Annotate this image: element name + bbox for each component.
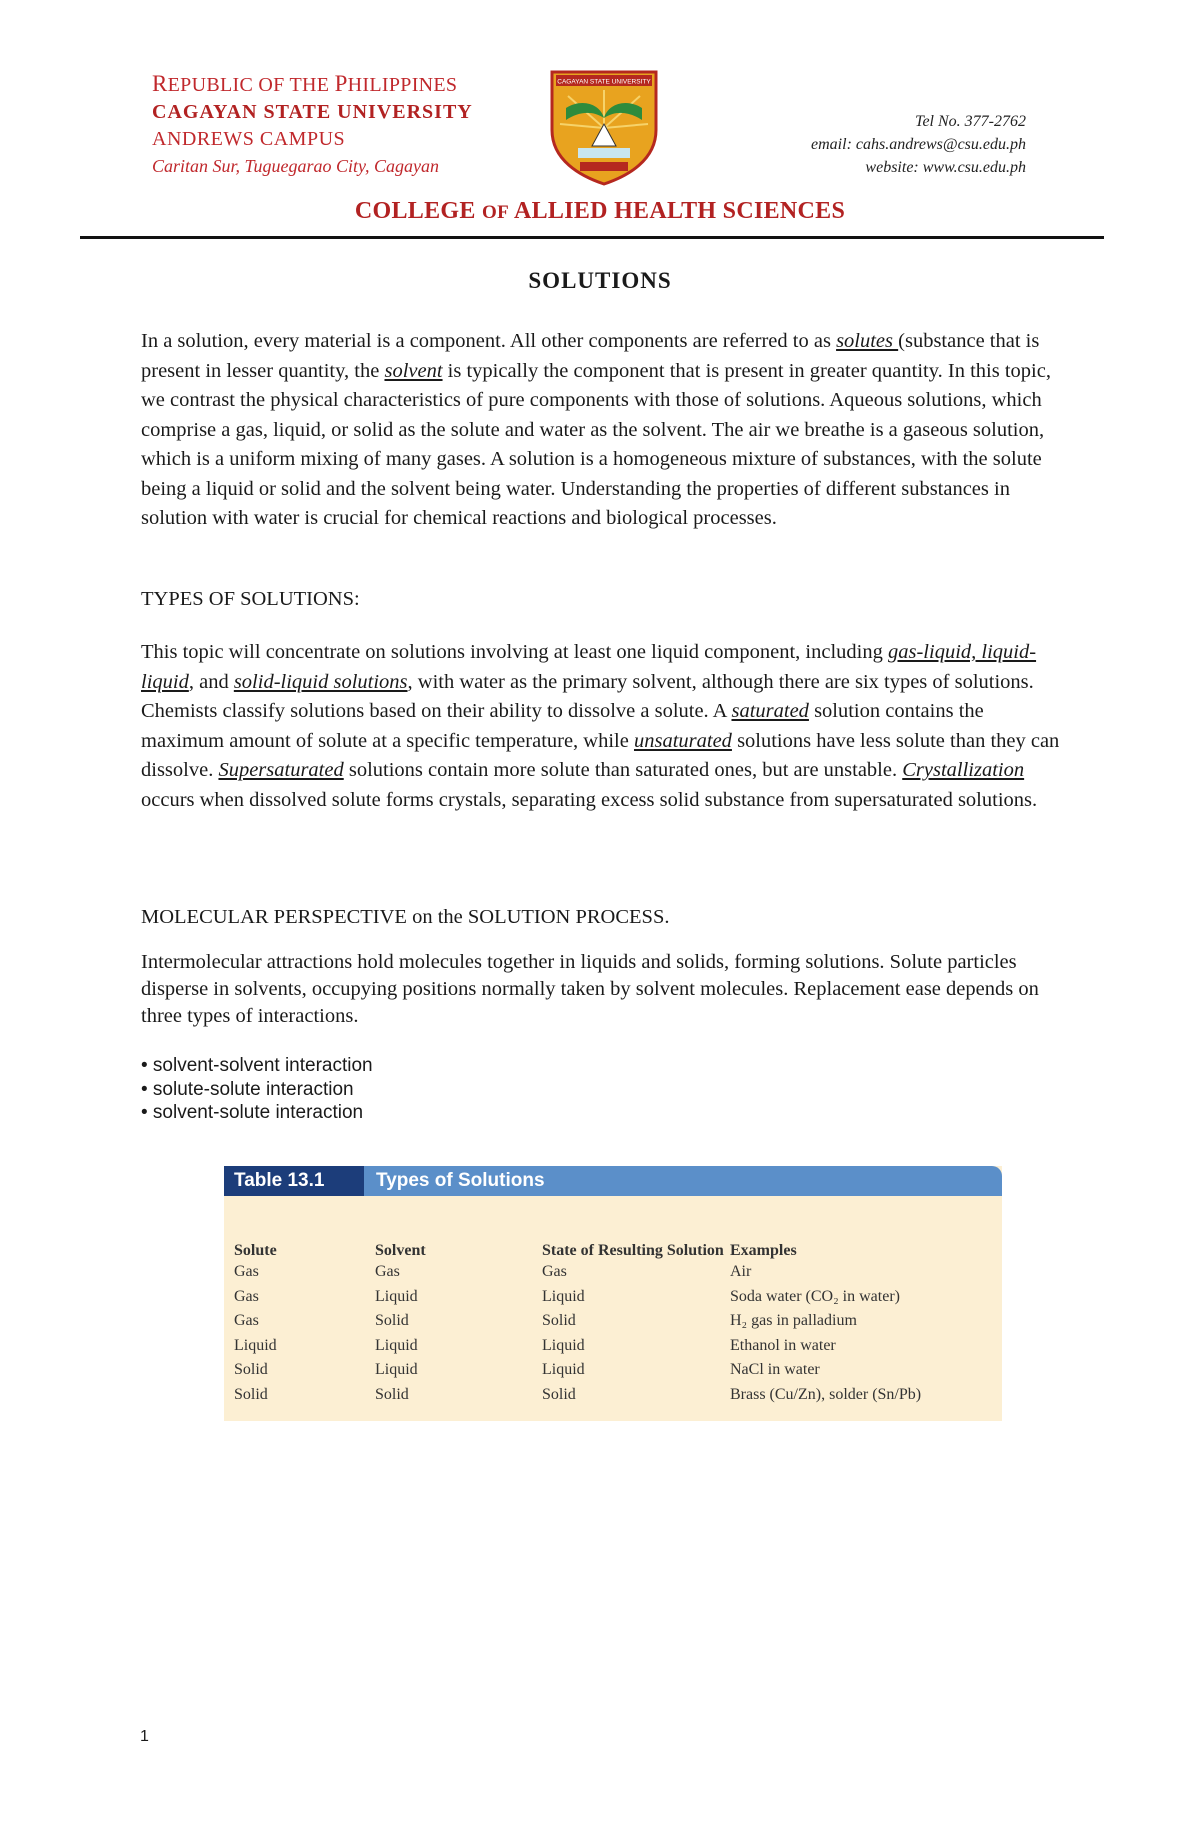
table-row: Solid Solid Solid Brass (Cu/Zn), solder (Sn/Pb) — [234, 1385, 922, 1403]
table-row: Gas Gas Gas Air — [234, 1263, 752, 1280]
table-label: Table 13.1 — [224, 1166, 364, 1196]
col-header-examples: Examples — [730, 1241, 797, 1259]
list-item: • solvent-solvent interaction — [141, 1055, 373, 1076]
list-item: • solvent-solute interaction — [141, 1102, 364, 1123]
molecular-heading: MOLECULAR PERSPECTIVE on the SOLUTION PROCESS. — [141, 906, 670, 928]
col-header-state: State of Resulting Solution — [542, 1241, 724, 1259]
list-item: • solute-solute interaction — [141, 1078, 354, 1100]
types-of-solutions-table — [224, 1166, 1002, 1421]
molecular-paragraph: Intermolecular attractions hold molecules together in liquids and solids, forming solutions. Solute particles disperse in solvents, occupying positions normally taken by solvent molecules. Replacement ease depends on three types of interactions. — [141, 951, 1039, 1027]
campus-address: Caritan Sur, Tuguegarao City, Cagayan — [152, 156, 440, 176]
page-number: 1 — [140, 1728, 149, 1745]
website-link[interactable]: website: www.csu.edu.ph — [865, 159, 1026, 176]
letterhead-left — [152, 70, 473, 180]
unsaturated-term: unsaturated — [633, 729, 732, 752]
table-header-row — [234, 1200, 992, 1260]
supersaturated-term: Supersaturated — [218, 759, 344, 781]
college-name: COLLEGE OF ALLIED HEALTH SCIENCES — [354, 198, 846, 224]
table-row: Liquid Liquid Liquid Ethanol in water — [234, 1336, 836, 1354]
types-paragraph: This topic will concentrate on solutions involving at least one liquid component, including gas-liquid, liquid-liquid, and solid-liquid solutions, with water as the primary solvent, although there are six types of solutions. Chemists classify solutions based on their ability to dissolve a solute. A saturated solution contains the maximum amount of solute at a specific temperature, while unsaturated solutions have less solute than they can dissolve. Supersaturated solutions contain more solute than saturated ones, but are unstable. Crystallization occurs when dissolved solute forms crystals, separating excess solid substance from supersaturated solutions. — [141, 641, 1060, 811]
page-title: SOLUTIONS — [528, 268, 672, 293]
interaction-list — [141, 1054, 373, 1125]
solid-liquid-term: solid-liquid solutions — [233, 670, 408, 693]
header-divider — [80, 236, 1104, 239]
country-line: REPUBLIC OF THE PHILIPPINES — [152, 71, 458, 96]
gas-liquid-term: gas-liquid, liquid-liquid — [141, 641, 1037, 693]
letterhead-contact — [811, 110, 1026, 179]
email-link[interactable]: email: cahs.andrews@csu.edu.ph — [811, 136, 1026, 153]
telephone: Tel No. 377-2762 — [915, 113, 1026, 130]
saturated-term: saturated — [731, 700, 809, 722]
intro-paragraph: In a solution, every material is a component. All other components are referred to as solutes (substance that is present in lesser quantity, the solvent is typically the component that is present in greater quantity. In this topic, we contrast the physical characteristics of pure components with those of solutions. Aqueous solutions, which comprise a gas, liquid, or solid as the solute and water as the solvent. The air we breathe is a gaseous solution, which is a uniform mixing of many gases. A solution is a homogeneous mixture of substances, with the solute being a liquid or solid and the solvent being water. Understanding the properties of different substances in solution with water is crucial for chemical reactions and biological processes. — [141, 330, 1051, 529]
university-name: CAGAYAN STATE UNIVERSITY — [152, 101, 473, 123]
types-heading: TYPES OF SOLUTIONS: — [141, 588, 360, 610]
svg-text:CAGAYAN STATE UNIVERSITY: CAGAYAN STATE UNIVERSITY — [557, 78, 651, 86]
solutions-table — [234, 1200, 992, 1407]
table-row: Gas Liquid Liquid Soda water (CO₂ in water) — [234, 1287, 900, 1305]
table-row: Gas Solid Solid H₂ gas in palladium — [234, 1312, 857, 1329]
table-caption: Types of Solutions — [364, 1166, 1002, 1196]
campus-name: ANDREWS CAMPUS — [152, 128, 346, 150]
table-row: Solid Liquid Liquid NaCl in water — [234, 1361, 820, 1378]
col-header-solute: Solute — [234, 1241, 277, 1259]
solvent-term: solvent — [384, 359, 443, 382]
solutes-term: solutes — [836, 330, 899, 352]
col-header-solvent: Solvent — [375, 1241, 426, 1259]
table-header-bar — [224, 1166, 1002, 1196]
crystallization-term: Crystallization — [902, 759, 1025, 781]
university-seal-logo — [548, 68, 660, 186]
